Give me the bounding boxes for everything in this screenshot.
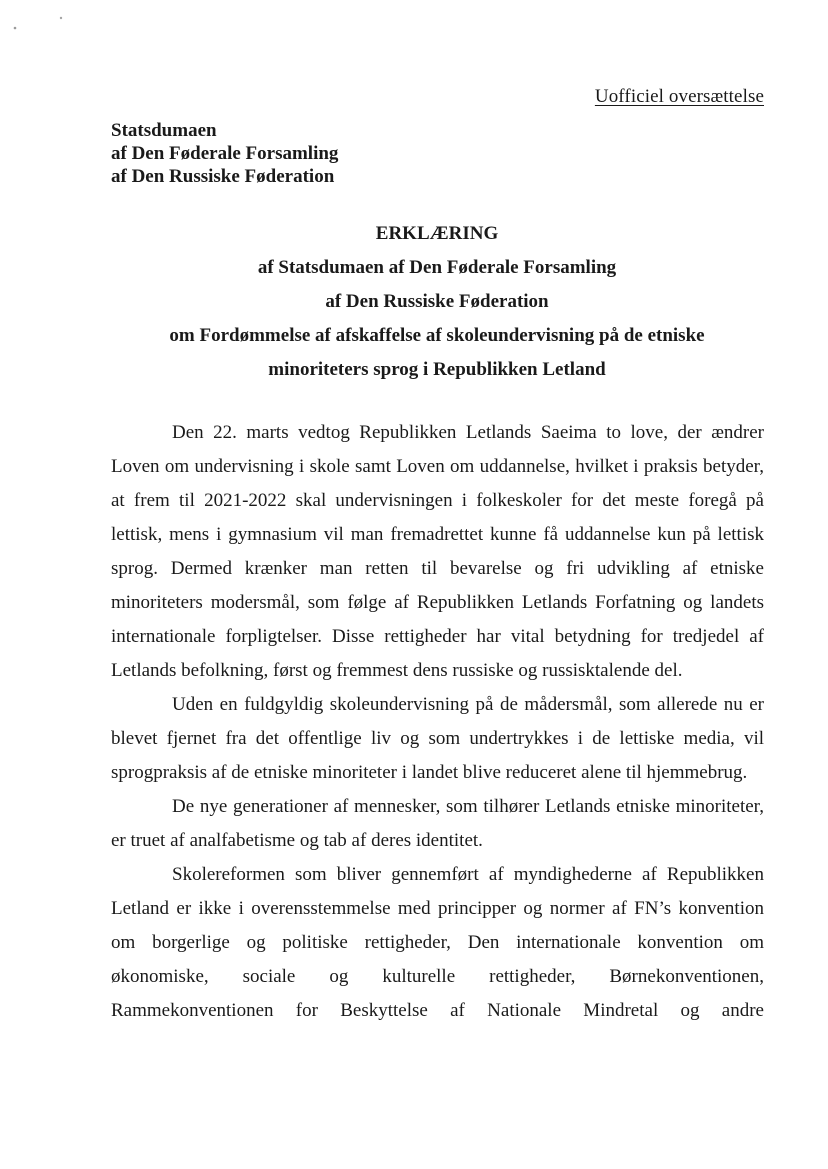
heading-title: ERKLÆRING [375, 223, 499, 244]
declaration-heading [60, 217, 814, 387]
body-paragraph: Den 22. marts vedtog Republikken Letlands Saeima to love, der ændrer Loven om undervisning i skole samt Loven om uddannelse, hvilket i praksis betyder, at frem til 2021-2022 skal undervisningen i folkeskoler for det meste foregå på lettisk, mens i gymnasium vil man fremadrettet kunne få uddannelse kun på lettisk sprog. Dermed krænker man retten til bevarelse og fri udvikling af etniske minoriteters modersmål, som følge af Republikken Letlands Forfatning og landets internationale forpligtelser. Disse rettigheder har vital betydning for tredjedel af Letlands befolkning, først og fremmest dens russiske og russisktalende del. [111, 422, 764, 681]
sender-line: af Den Russiske Føderation [111, 166, 335, 187]
heading-line: minoriteters sprog i Republikken Letland [268, 359, 606, 380]
heading-line: om Fordømmelse af afskaffelse af skoleundervisning på de etniske [169, 325, 705, 346]
translation-note: Uofficiel oversættelse [594, 86, 764, 107]
declaration-body [111, 416, 764, 1028]
sender-line: Statsdumaen [111, 120, 217, 141]
heading-line: af Den Russiske Føderation [325, 291, 549, 312]
body-paragraph: Skolereformen som bliver gennemført af myndighederne af Republikken Letland er ikke i overensstemmelse med principper og normer af FN’s konvention om borgerlige og politiske rettigheder, Den internationale konvention om økonomiske, sociale og kulturelle rettigheder, Børnekonventionen, Rammekonventionen for Beskyttelse af Nationale Mindretal og andre [111, 864, 764, 1021]
scan-speck-marks [10, 14, 70, 34]
sender-line: af Den Føderale Forsamling [111, 143, 339, 164]
body-paragraph: Uden en fuldgyldig skoleundervisning på de mådersmål, som allerede nu er blevet fjernet fra det offentlige liv og som undertrykkes i de lettiske media, vil sprogpraksis af de etniske minoriteter i landet blive reduceret alene til hjemmebrug. [111, 694, 764, 783]
heading-line: af Statsdumaen af Den Føderale Forsamling [257, 257, 617, 278]
body-paragraph: De nye generationer af mennesker, som tilhører Letlands etniske minoriteter, er truet af analfabetisme og tab af deres identitet. [111, 796, 764, 851]
sender-block [111, 119, 338, 188]
